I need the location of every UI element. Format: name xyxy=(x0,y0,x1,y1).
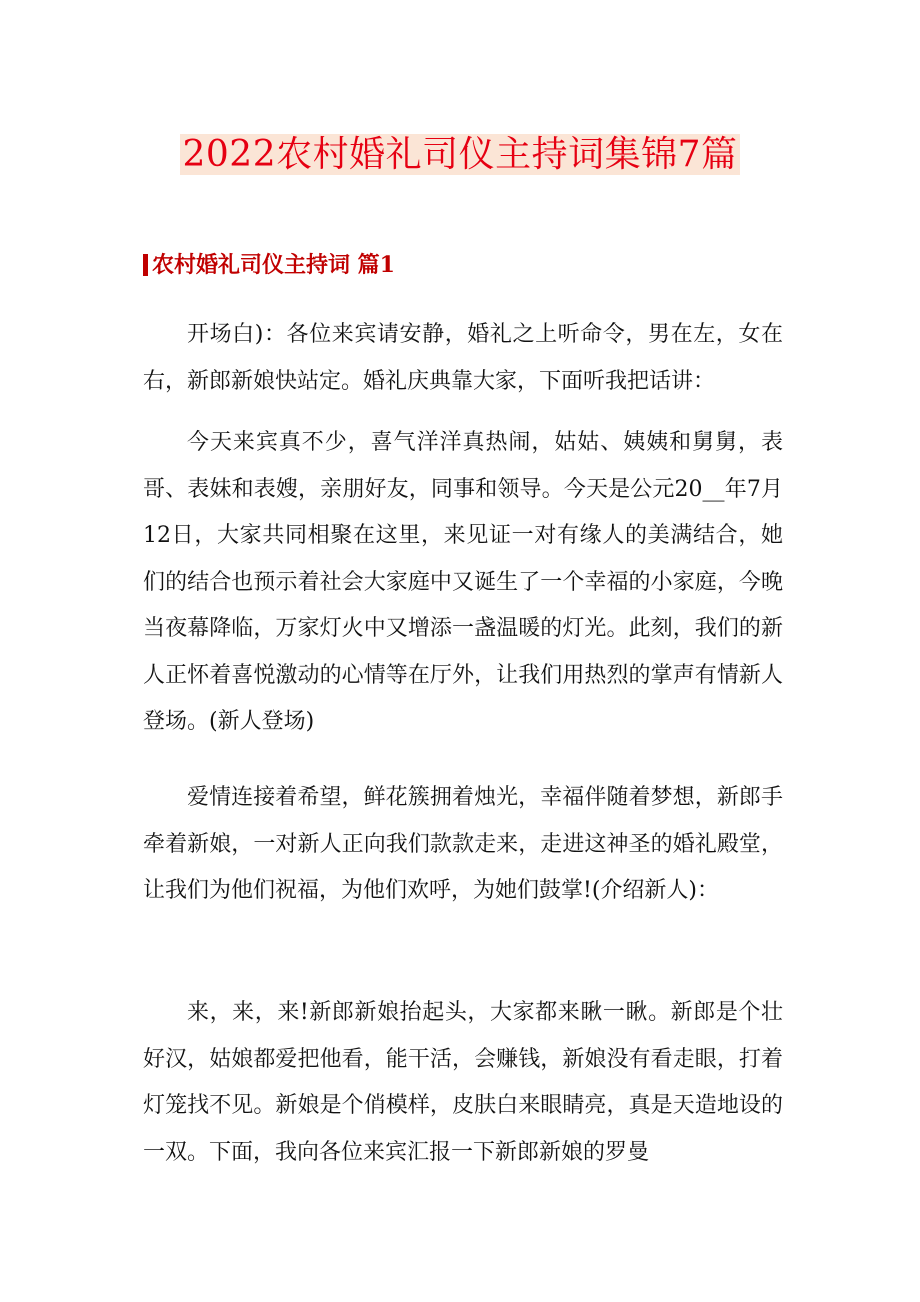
document-title xyxy=(0,128,920,182)
section-heading-text: 农村婚礼司仪主持词 篇1 xyxy=(152,252,395,278)
section-heading xyxy=(143,250,395,280)
heading-marker xyxy=(143,254,148,276)
paragraph-opening: 开场白)：各位来宾请安静，婚礼之上听命令，男在左，女在右，新郎新娘快站定。婚礼庆典靠大家，下面听我把话讲： xyxy=(143,322,783,394)
paragraph-entrance: 爱情连接着希望，鲜花簇拥着烛光，幸福伴随着梦想，新郎手牵着新娘，一对新人正向我们款款走来，走进这神圣的婚礼殿堂，让我们为他们祝福，为他们欢呼，为她们鼓掌!(介绍新人)： xyxy=(143,785,783,903)
document-title-text: 2022农村婚礼司仪主持词集锦7篇 xyxy=(182,134,738,175)
paragraph-guests: 今天来宾真不少，喜气洋洋真热闹，姑姑、姨姨和舅舅，表哥、表妹和表嫂，亲朋好友，同事和领导。今天是公元20__年7月12日，大家共同相聚在这里，来见证一对有缘人的美满结合，她们的结合也预示着社会大家庭中又诞生了一个幸福的小家庭，今晚当夜幕降临，万家灯火中又增添一盏温暖的灯光。此刻，我们的新人正怀着喜悦激动的心情等在厅外，让我们用热烈的掌声有情新人登场。(新人登场) xyxy=(143,430,783,734)
paragraph-introduction: 来，来，来!新郎新娘抬起头，大家都来瞅一瞅。新郎是个壮好汉，姑娘都爱把他看，能干活，会赚钱，新娘没有看走眼，打着灯笼找不见。新娘是个俏模样，皮肤白来眼睛亮，真是天造地设的一双。下面，我向各位来宾汇报一下新郎新娘的罗曼 xyxy=(143,1000,783,1165)
